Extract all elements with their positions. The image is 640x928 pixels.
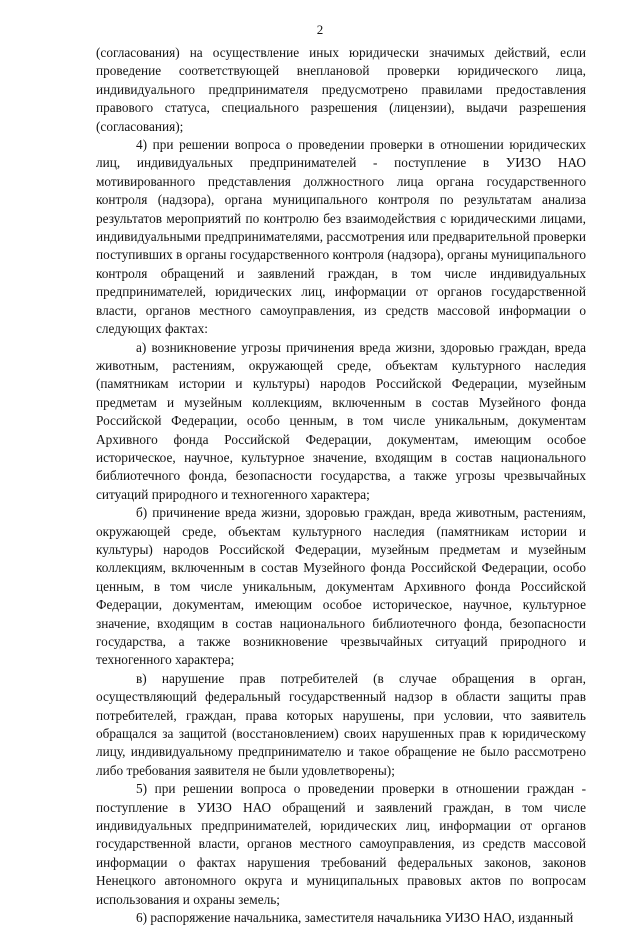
page-number: 2 bbox=[316, 22, 324, 37]
paragraph-item-4: 4) при решении вопроса о проведении проверки в отношении юридических лиц, индивидуальных предпринимателей - поступление в УИЗО НАО мотивированного представления должностного лица органа государственного контроля (надзора), органа муниципального контроля по результатам анализа результатов мероприятий по контролю без взаимодействия с юридическими лицами, индивидуальными предпринимателями, рассмотрения или предварительной проверки поступивших в органы государственного контроля (надзора), органы муниципального контроля обращений и заявлений граждан, в том числе индивидуальных предпринимателей, юридических лиц, информации от органов государственной власти, органов местного самоуправления, из средств массовой информации о следующих фактах: bbox=[96, 137, 586, 337]
paragraph-continuation: (согласования) на осуществление иных юридически значимых действий, если проведение соответствующей внеплановой проверки юридического лица, индивидуального предпринимателя предусмотрено правилами предоставления правового статуса, специального разрешения (лицензии), выдачи разрешения (согласования); bbox=[96, 45, 586, 134]
paragraph-subitem-v: в) нарушение прав потребителей (в случае обращения в орган, осуществляющий федеральный государственный надзор в области защиты прав потребителей, граждан, права которых нарушены, при условии, что заявитель обращался за защитой (восстановлением) своих нарушенных прав к юридическому лицу, индивидуальному предпринимателю и такое обращение не было рассмотрено либо требования заявителя не были удовлетворены); bbox=[96, 670, 586, 778]
document-body bbox=[96, 44, 586, 928]
paragraph-subitem-a: а) возникновение угрозы причинения вреда жизни, здоровью граждан, вреда животным, растениям, окружающей среде, объектам культурного наследия (памятникам истории и культуры) народов Российской Федерации, музейным предметам и музейным коллекциям, включенным в состав Музейного фонда Российской Федерации, особо ценным, в том числе уникальным, документам Архивного фонда Российской Федерации, документам, имеющим особое историческое, научное, культурное значение, входящим в состав национального библиотечного фонда, безопасности государства, а также угрозы чрезвычайных ситуаций природного и техногенного характера; bbox=[96, 339, 586, 502]
paragraph-item-5: 5) при решении вопроса о проведении проверки в отношении граждан - поступление в УИЗО НАО обращений и заявлений граждан, в том числе индивидуальных предпринимателей, юридических лиц, информации от органов государственной власти, органов местного самоуправления, из средств массовой информации о фактах нарушения требований федеральных законов, законов Ненецкого автономного округа и муниципальных правовых актов по вопросам использования и охраны земель; bbox=[96, 781, 586, 907]
paragraph-subitem-b: б) причинение вреда жизни, здоровью граждан, вреда животным, растениям, окружающей среде, объектам культурного наследия (памятникам истории и культуры) народов Российской Федерации, музейным предметам и музейным коллекциям, включенным в состав Музейного фонда Российской Федерации, особо ценным, в том числе уникальным, документам Архивного фонда Российской Федерации, документам, имеющим особое историческое, научное, культурное значение, входящим в состав национального библиотечного фонда, безопасности государства, а также возникновение чрезвычайных ситуаций природного и техногенного характера; bbox=[96, 505, 586, 668]
paragraph-item-6: 6) распоряжение начальника, заместителя начальника УИЗО НАО, изданный bbox=[136, 910, 574, 926]
